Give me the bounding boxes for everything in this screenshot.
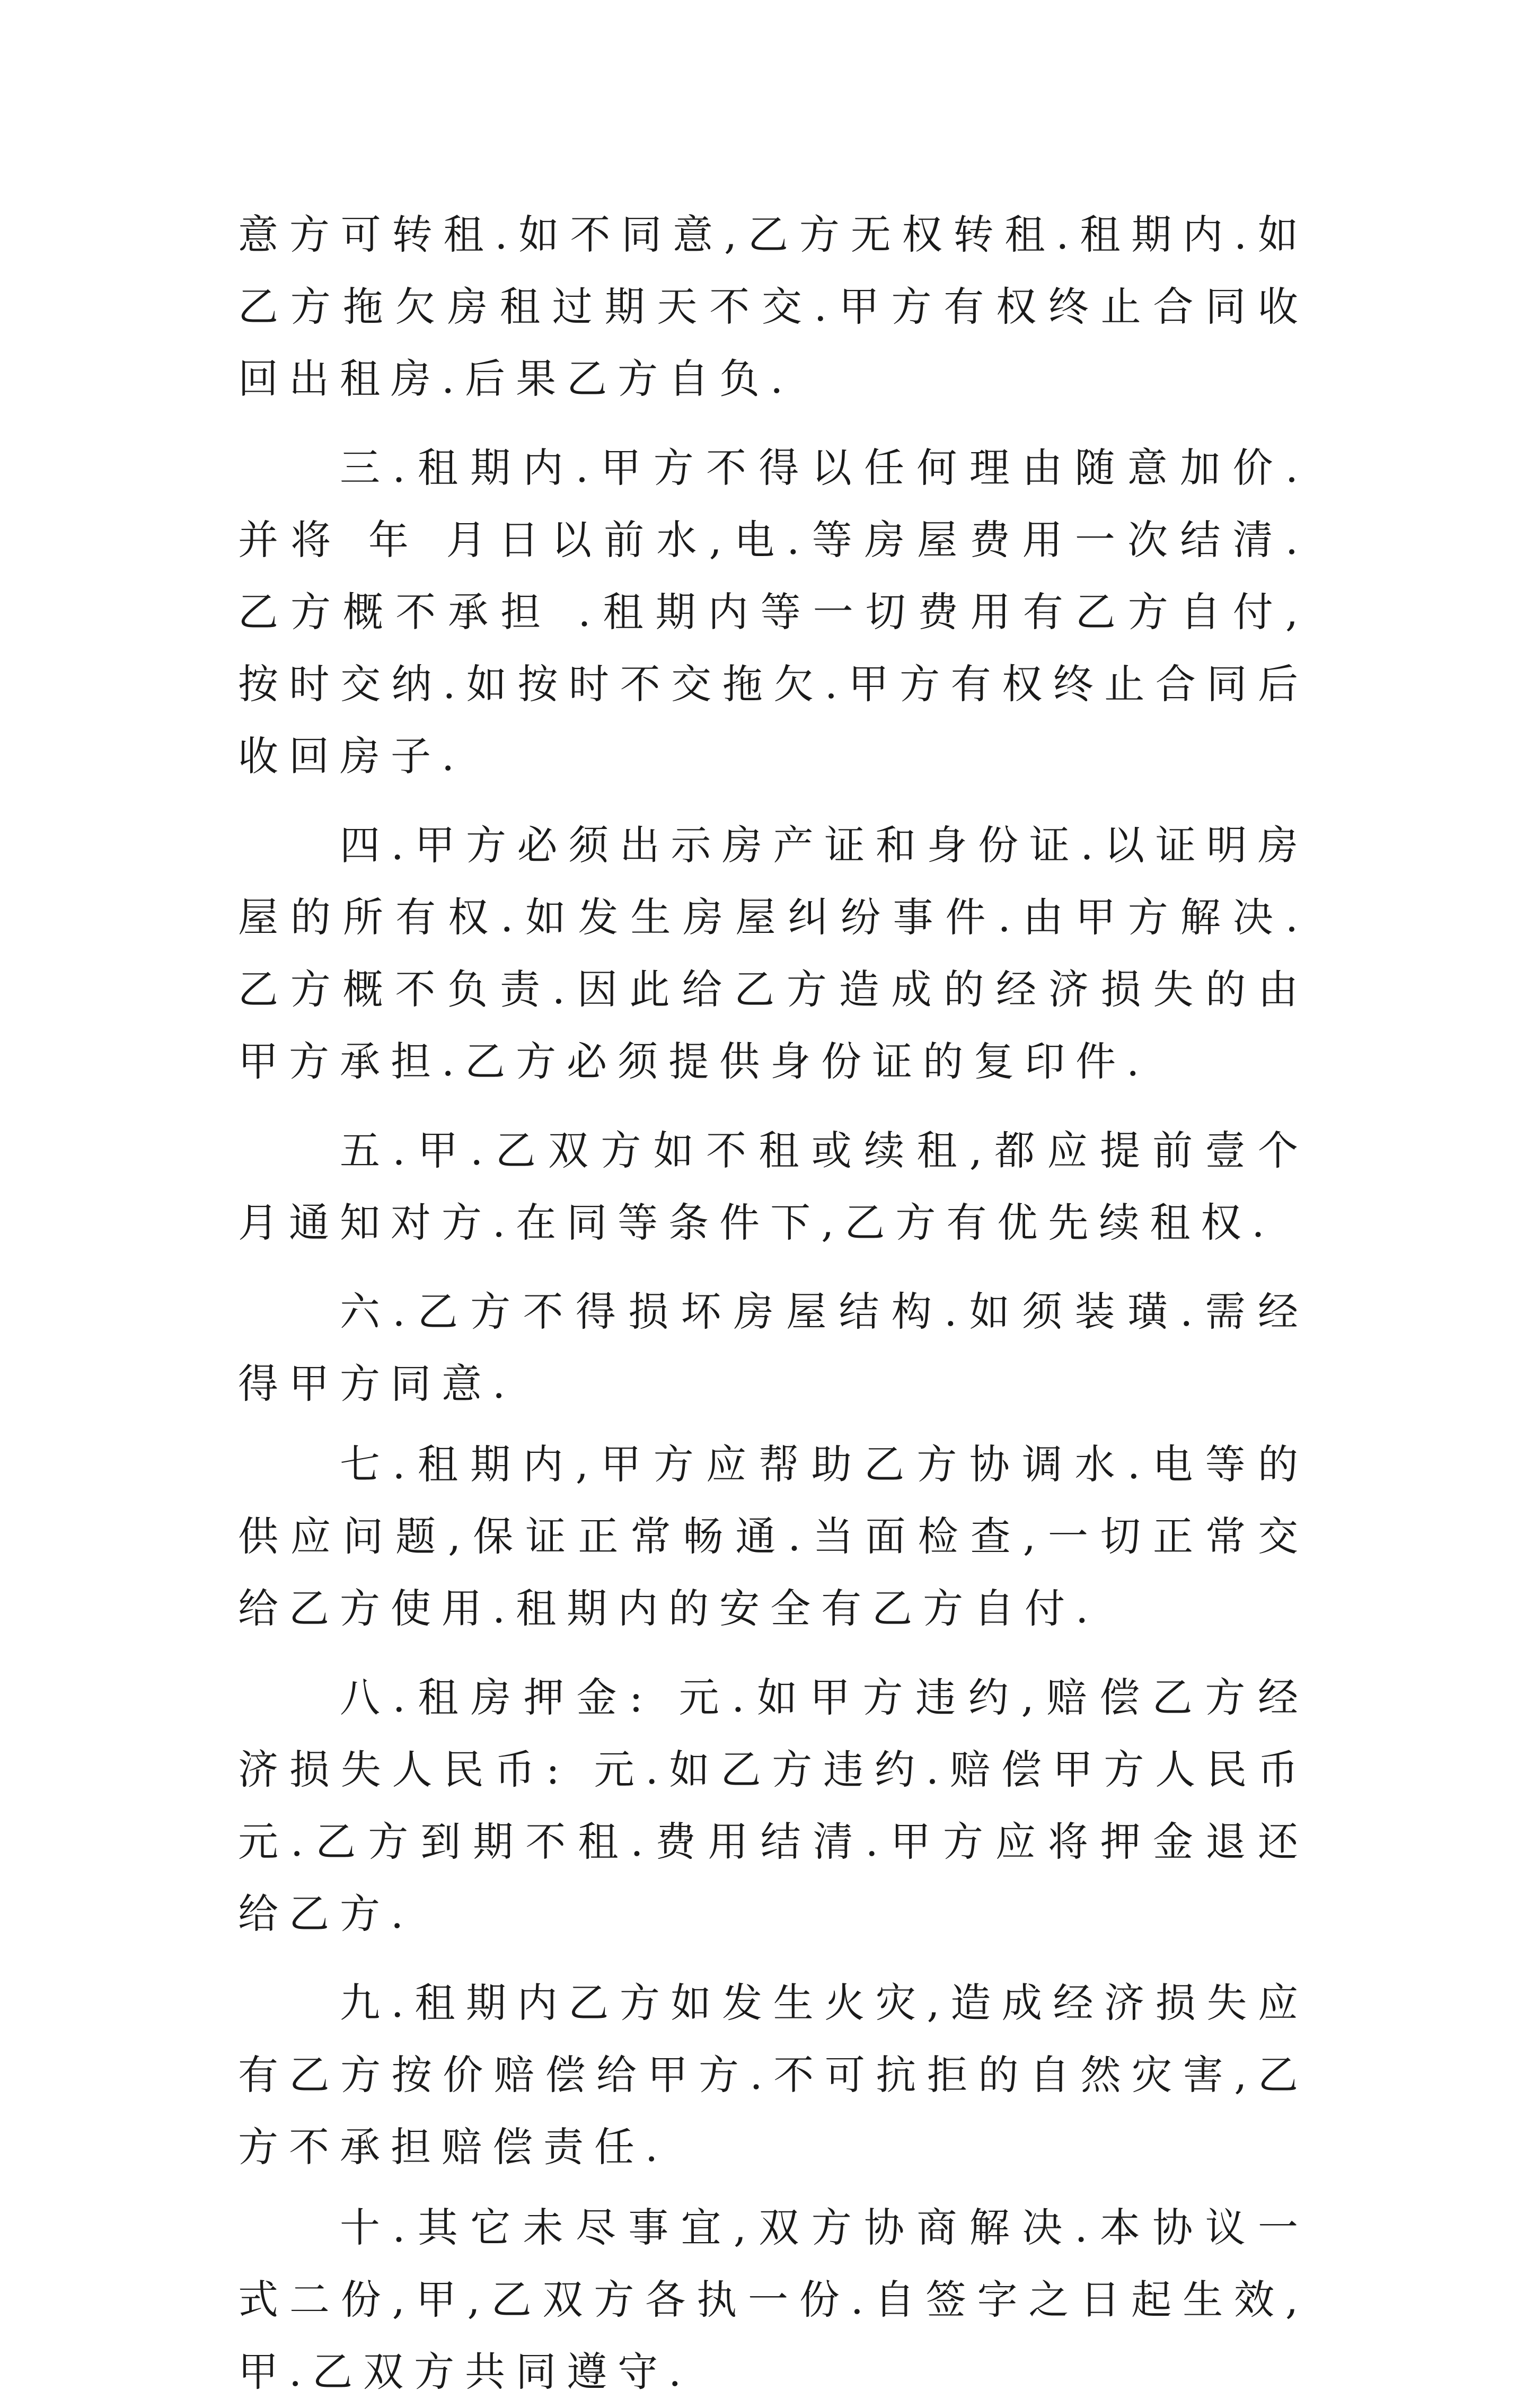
clause-10: 十.其它未尽事宜,双方协商解决.本协议一式二份,甲,乙双方各执一份.自签字之日起生效,甲.乙双方共同遵守. (238, 2204, 1309, 2395)
clause-5: 五.甲.乙双方如不租或续租,都应提前壹个月通知对方.在同等条件下,乙方有优先续租权. (238, 1127, 1309, 1246)
paragraph-continuation: 意方可转租.如不同意,乙方无权转租.租期内.如乙方拖欠房租过期天不交.甲方有权终止合同收回出租房.后果乙方自负. (238, 211, 1309, 402)
clause-7: 七.租期内,甲方应帮助乙方协调水.电等的供应问题,保证正常畅通.当面检查,一切正常交给乙方使用.租期内的安全有乙方自付. (238, 1441, 1309, 1632)
clause-3: 三.租期内.甲方不得以任何理由随意加价.并将 年 月日以前水,电.等房屋费用一次结清.乙方概不承担 .租期内等一切费用有乙方自付,按时交纳.如按时不交拖欠.甲方有权终止合同后收回房子. (238, 444, 1309, 780)
clause-4: 四.甲方必须出示房产证和身份证.以证明房屋的所有权.如发生房屋纠纷事件.由甲方解决.乙方概不负责.因此给乙方造成的经济损失的由甲方承担.乙方必须提供身份证的复印件. (238, 822, 1309, 1085)
clause-8: 八.租房押金: 元.如甲方违约,赔偿乙方经济损失人民币: 元.如乙方违约.赔偿甲方人民币 元.乙方到期不租.费用结清.甲方应将押金退还给乙方. (238, 1674, 1309, 1937)
contract-body (238, 199, 1309, 2408)
clause-9: 九.租期内乙方如发生火灾,造成经济损失应有乙方按价赔偿给甲方.不可抗拒的自然灾害,乙方不承担赔偿责任. (238, 1979, 1309, 2171)
clause-6: 六.乙方不得损坏房屋结构.如须装璜.需经得甲方同意. (238, 1288, 1309, 1407)
